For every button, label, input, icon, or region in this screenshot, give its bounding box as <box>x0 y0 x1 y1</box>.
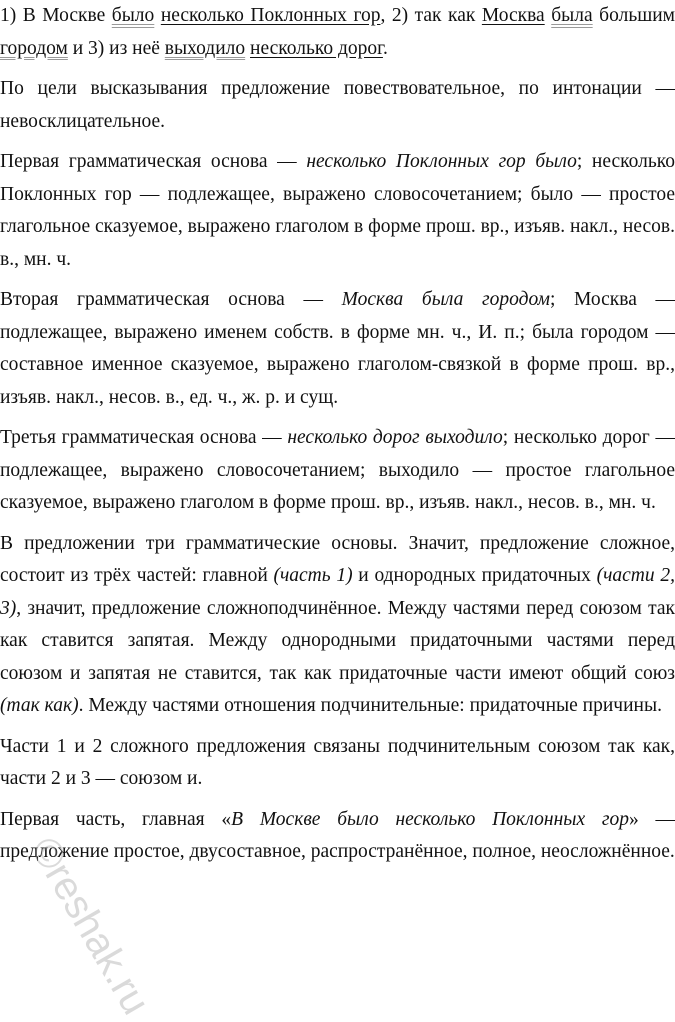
text-segment: ; несколько Поклонных гор — подлежащее, выражено словосочетанием; было — простое глагольное сказуемое, выражено глаголом в форме прош. вр., изъяв. накл., несов. в., мн. ч. <box>0 151 675 270</box>
paragraph <box>0 731 675 796</box>
paragraph <box>0 73 675 138</box>
text-segment: Первая грамматическая основа — <box>0 151 307 172</box>
subject-underlined: несколько дорог <box>250 37 383 59</box>
predicate-underlined: городом <box>0 37 68 59</box>
italic-text: несколько дорог выходило <box>287 427 503 448</box>
text-segment: , значит, предложение сложноподчинённое. Между частями перед союзом так как ставится запятая. Между однородными придаточными частями перед союзом и запятая не ставится, так как придаточные части имеют общий союз <box>0 597 675 684</box>
paragraph <box>0 146 675 276</box>
text-segment: , 2) так как <box>380 5 482 26</box>
paragraph <box>0 0 675 65</box>
predicate-underlined: выходило <box>164 37 246 59</box>
subject-underlined: Москва <box>481 5 545 26</box>
predicate-underlined: было <box>111 5 155 26</box>
watermark: ©reshak.ru <box>21 830 159 1022</box>
text-segment: . <box>382 37 388 59</box>
text-segment: 1) В Москве <box>0 5 112 26</box>
text-segment: и 3) из неё <box>67 37 165 59</box>
text-segment: Первая часть, главная « <box>0 808 232 830</box>
text-segment: В предложении три грамматические основы. Значит, предложение сложное, состоит из трёх частей: главной <box>0 532 675 586</box>
subject-underlined: несколько Поклонных гор <box>160 5 381 26</box>
italic-text: (так как) <box>0 695 79 716</box>
paragraph <box>0 422 675 520</box>
text-segment: По цели высказывания предложение повествовательное, по интонации — невосклицательное. <box>0 78 675 132</box>
text-segment: Части 1 и 2 сложного предложения связаны подчинительным союзом так как, части 2 и 3 — союзом и. <box>0 735 675 789</box>
paragraph <box>0 528 675 723</box>
text-segment: ; Москва — подлежащее, выражено именем собств. в форме мн. ч., И. п.; была городом — составное именное сказуемое, выражено глаголом-связкой в форме прош. вр., изъяв. накл., несов. в., ед. ч., ж. р. и сущ. <box>0 289 675 408</box>
text-segment: ; несколько дорог — подлежащее, выражено словосочетанием; выходило — простое глагольное сказуемое, выражено глаголом в форме прош. вр., изъяв. накл., несов. в., мн. ч. <box>0 427 675 513</box>
text-segment: и однородных придаточных <box>352 565 597 586</box>
italic-text: (часть 1) <box>273 565 353 586</box>
predicate-underlined: была <box>551 5 593 26</box>
paragraph <box>0 284 675 414</box>
italic-text: В Москве было несколько Поклонных гор <box>231 808 629 830</box>
text-segment: . Между частями отношения подчинительные: придаточные причины. <box>78 695 662 716</box>
italic-text: (части 2, 3) <box>0 565 675 619</box>
text-segment: Вторая грамматическая основа — <box>0 289 342 310</box>
text-segment: » — предложение простое, двусоставное, распространённое, полное, неосложнённое. <box>0 808 675 862</box>
paragraph <box>0 804 675 869</box>
text-segment: большим <box>592 5 675 26</box>
italic-text: несколько Поклонных гор было <box>306 151 577 172</box>
text-segment: Третья грамматическая основа — <box>0 427 288 448</box>
italic-text: Москва была городом <box>341 289 550 310</box>
